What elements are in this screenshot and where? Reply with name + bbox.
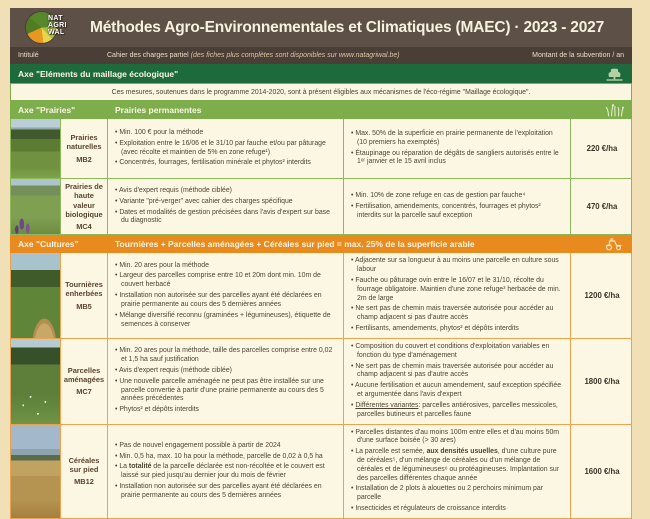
axis-band-orange — [10, 235, 632, 253]
method-code: MC7 — [76, 387, 92, 397]
condition-bullet: • Phytos² et dépôts interdits — [115, 406, 199, 414]
field-photo — [11, 119, 60, 178]
condition-bullet: • Largeur des parcelles comprise entre 10 et 20m dont min. 10m de couvert herbacé — [115, 272, 321, 289]
row-title — [61, 339, 108, 424]
row-conditions-right — [344, 179, 571, 234]
row-photo — [11, 425, 61, 518]
tree-icon — [605, 67, 624, 81]
row-title — [61, 425, 108, 518]
natagriwal-logo-text — [48, 15, 67, 36]
axis-label: Axe "Cultures" — [18, 239, 79, 250]
row-subsidy-amount — [571, 425, 633, 518]
table-row-MB5 — [10, 253, 632, 339]
field-photo — [11, 179, 60, 234]
condition-bullet: • Mélange diversifié reconnu (graminées + légumineuses), étiquette de semences à conserver — [115, 311, 331, 328]
method-name: Céréales sur pied — [68, 455, 100, 475]
page-header — [10, 8, 632, 47]
field-photo — [11, 425, 60, 518]
axis-band-dark — [10, 64, 632, 83]
row-photo — [11, 119, 61, 178]
row-title — [61, 119, 108, 178]
row-subsidy-amount — [571, 253, 633, 338]
table-row-MB12 — [10, 425, 632, 519]
condition-bullet: • Max. 50% de la superficie en prairie permanente de l'exploitation (10 premiers ha exemptés) — [351, 129, 553, 146]
row-subsidy-amount — [571, 119, 633, 178]
condition-bullet: • Adjacente sur sa longueur à au moins une parcelle en culture sous labour — [351, 257, 559, 274]
condition-bullet: • Avis d'expert requis (méthode ciblée) — [115, 186, 232, 194]
condition-bullet: • Concentrés, fourrages, fertilisation minérale et phytos² interdits — [115, 159, 311, 167]
axis-subtitle: Prairies permanentes — [115, 105, 202, 115]
col-header-montant: Montant de la subvention / an — [532, 52, 624, 59]
condition-bullet: • Étaupinage ou réparation de dégâts de sangliers autorisés entre le 1ᵉʳ janvier et le 15 avril inclus — [351, 149, 559, 166]
field-photo — [11, 253, 60, 338]
table-body — [10, 64, 632, 519]
row-subsidy-amount — [571, 179, 633, 234]
method-name: Prairies de haute valeur biologique — [65, 182, 103, 219]
condition-bullet: • Insecticides et régulateurs de croissance interdits — [351, 505, 506, 513]
method-name: Prairies naturelles — [66, 133, 102, 152]
table-row-MC4 — [10, 179, 632, 235]
table-row-MC7 — [10, 339, 632, 425]
condition-bullet: • Exploitation entre le 16/06 et le 31/10 par fauche et/ou par pâturage (avec récolte et maintien de 5% en zone refuge¹) — [115, 139, 326, 156]
eco-regime-note: Ces mesures, soutenues dans le programme 2014-2020, sont à présent éligibles aux mécanismes de l'éco-régime "Maillage écologique". — [10, 83, 632, 101]
condition-bullet: • Fertilisants, amendements, phytos² et dépôts interdits — [351, 325, 519, 333]
axis-label: Axe "Eléments du maillage écologique" — [18, 68, 179, 79]
condition-bullet: • Min. 100 € pour la méthode — [115, 128, 204, 136]
condition-bullet: • Différentes variantes: parcelles antiérosives, parcelles messicoles, parcelles butineurs et parcelles faune — [351, 401, 558, 418]
condition-bullet: • Ne sert pas de chemin mais traversée autorisée pour accéder au champ adjacent si pas d'autre accès — [351, 305, 554, 322]
cahier-note: (des fiches plus complètes sont disponibles sur www.natagriwal.be) — [190, 52, 400, 59]
condition-bullet: • Aucune fertilisation et aucun amendement, sauf exception spécifiée et argumentée dans l'avis d'expert — [351, 382, 562, 399]
condition-bullet: • Avis d'expert requis (méthode ciblée) — [115, 366, 232, 374]
row-conditions-left — [108, 339, 344, 424]
method-code: MB2 — [76, 154, 92, 164]
row-photo — [11, 339, 61, 424]
condition-bullet: • Pas de nouvel engagement possible à partir de 2024 — [115, 441, 281, 449]
axis-label: Axe "Prairies" — [18, 105, 76, 115]
field-photo — [11, 339, 60, 424]
natagriwal-logo — [26, 11, 88, 45]
logo-line: AGRI — [48, 22, 67, 29]
condition-bullet: • Parcelles distantes d'au moins 100m entre elles et d'au moins 50m d'une surface boisée (> 30 ares) — [351, 428, 560, 445]
condition-bullet: • Min. 20 ares pour la méthode, taille des parcelles comprise entre 0,02 et 1,5 ha sauf justification — [115, 347, 333, 364]
condition-bullet: • La totalité de la parcelle déclarée est non-récoltée et le couvert est laissé sur pied jusqu'au dernier jour du mois de février — [115, 463, 325, 480]
row-title — [61, 179, 108, 234]
condition-bullet: • Composition du couvert et conditions d'exploitation variables en fonction du type d'aménagement — [351, 342, 550, 359]
condition-bullet: • Installation non autorisée sur des parcelles ayant été déclarées en prairie permanente au cours des 5 dernières années — [115, 292, 322, 308]
method-code: MC4 — [76, 222, 92, 231]
axis-band-green — [10, 101, 632, 119]
maec-table — [10, 8, 632, 519]
subsidy-value: 220 €/ha — [586, 144, 618, 153]
condition-bullet: • Fauche ou pâturage ovin entre le 16/07 et le 31/10, récolte du fourrage obligatoire. Maintien d'une zone refuge³ herbacée de min. 2m de large — [351, 276, 561, 302]
logo-line: NAT — [48, 15, 63, 22]
col-header-cahier — [107, 52, 532, 59]
row-conditions-right — [344, 339, 571, 424]
condition-bullet: • Une nouvelle parcelle aménagée ne peut pas être installée sur une parcelle convertie à partir d'une prairie permanente au cours des 5 années précédentes — [115, 377, 324, 403]
grass-flowers-icon — [605, 103, 624, 117]
condition-bullet: • Min. 0,5 ha, max. 10 ha pour la méthode, parcelle de 0,02 à 0,5 ha — [115, 452, 323, 460]
condition-bullet: • Min. 20 ares pour la méthode — [115, 261, 209, 269]
condition-bullet: • Min. 10% de zone refuge en cas de gestion par fauche⁴ — [351, 192, 526, 200]
column-headers — [10, 47, 632, 64]
row-subsidy-amount — [571, 339, 633, 424]
table-row-MB2 — [10, 119, 632, 179]
subsidy-value: 470 €/ha — [586, 202, 618, 212]
logo-line: WAL — [48, 29, 65, 36]
row-title — [61, 253, 108, 338]
page-title: Méthodes Agro-Environnementales et Climatiques (MAEC) · 2023 - 2027 — [89, 18, 604, 36]
method-name: Parcelles aménagées — [63, 365, 105, 385]
cahier-label: Cahier des charges partiel — [107, 52, 191, 59]
row-photo — [11, 253, 61, 338]
row-photo — [11, 179, 61, 234]
condition-bullet: • Installation de 2 plots à alouettes ou 2 perchoirs minimum par parcelle — [351, 485, 544, 502]
row-conditions-left — [108, 425, 344, 518]
subsidy-value: 1800 €/ha — [584, 376, 620, 386]
row-conditions-right — [344, 119, 571, 178]
condition-bullet: • Fertilisation, amendements, concentrés, fourrages et phytos² interdits sur la parcelle sauf exception — [351, 203, 541, 220]
col-header-intitule: Intitulé — [18, 52, 39, 59]
method-code: MB5 — [76, 301, 92, 311]
row-conditions-left — [108, 179, 344, 234]
row-conditions-left — [108, 119, 344, 178]
condition-bullet: • Ne sert pas de chemin mais traversée autorisée pour accéder au champ adjacent si pas d'autre accès — [351, 362, 554, 379]
row-conditions-left — [108, 253, 344, 338]
tractor-icon — [603, 237, 624, 251]
axis-subtitle: Tournières + Parcelles aménagées + Céréales sur pied = max. 25% de la superficie arable — [115, 239, 475, 250]
row-conditions-right — [344, 425, 571, 518]
subsidy-value: 1200 €/ha — [584, 291, 620, 301]
condition-bullet: • Installation non autorisée sur des parcelles ayant été déclarées en prairie permanente au cours des 5 dernières années — [115, 483, 322, 499]
method-code: MB12 — [74, 477, 94, 487]
condition-bullet: • La parcelle est semée, aux densités usuelles, d'une culture pure de céréales⁵, d'un mélange de céréales ou d'un mélange de céréales et de légumineuses⁶ ou protéagineuses. Implantation sur des parcelles différentes chaque année — [351, 448, 560, 482]
condition-bullet: • Dates et modalités de gestion précisées dans l'avis d'expert sur base du diagnostic — [115, 208, 330, 225]
method-name: Tournières enherbées — [65, 280, 103, 299]
condition-bullet: • Variante "pré-verger" avec cahier des charges spécifique — [115, 197, 293, 205]
subsidy-value: 1600 €/ha — [584, 466, 620, 476]
row-conditions-right — [344, 253, 571, 338]
